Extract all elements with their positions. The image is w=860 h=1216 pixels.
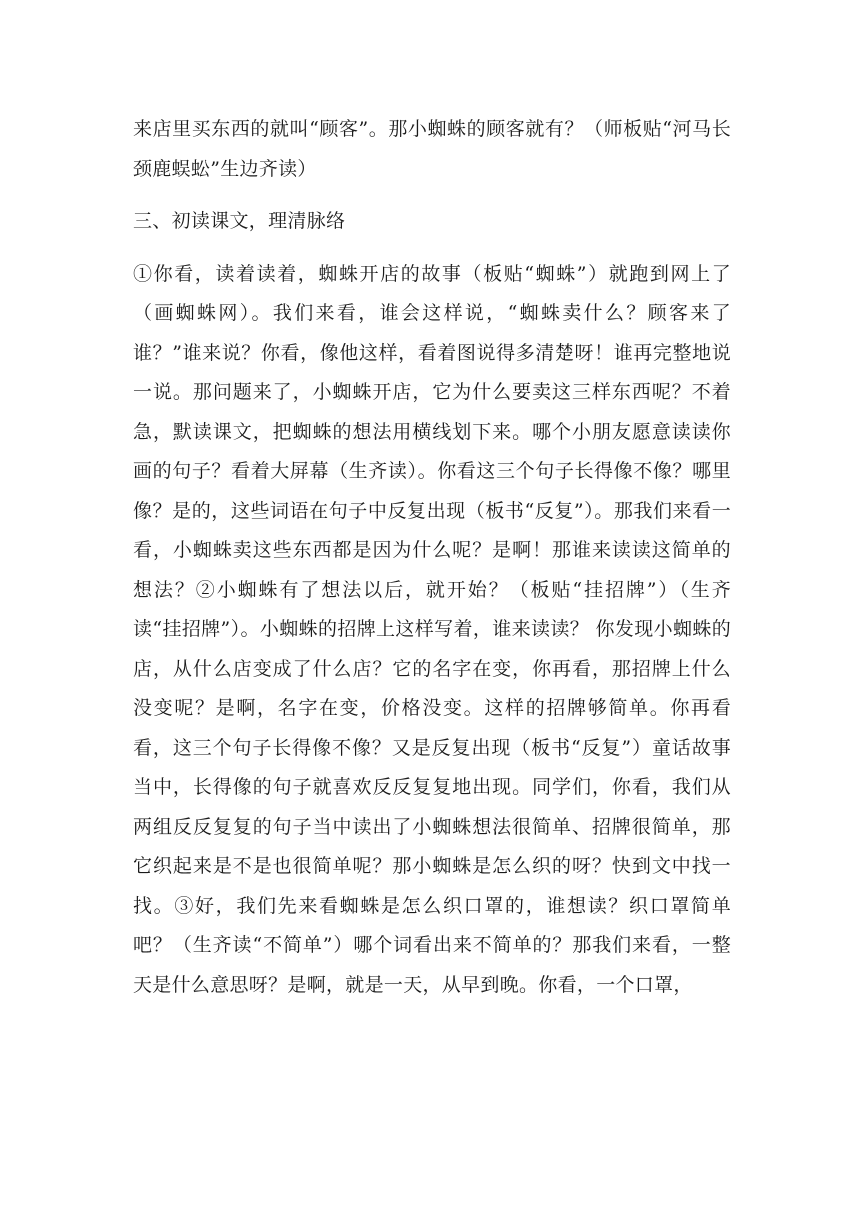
paragraph-main: ①你看，读着读着，蜘蛛开店的故事（板贴“蜘蛛”）就跑到网上了（画蜘蛛网）。我们来看，谁会这样说，“蜘蛛卖什么？顾客来了谁？”谁来说？你看，像他这样，看着图说得多清楚呀！谁再完整地说一说。那问题来了，小蜘蛛开店，它为什么要卖这三样东西呢？不着急，默读课文，把蜘蛛的想法用横线划下来。哪个小朋友愿意读读你画的句子？看着大屏幕（生齐读）。你看这三个句子长得像不像？哪里像？是的，这些词语在句子中反复出现（板书“反复”）。那我们来看一看，小蜘蛛卖这些东西都是因为什么呢？是啊！那谁来读读这简单的想法？②小蜘蛛有了想法以后，就开始？（板贴“挂招牌”）（生齐读“挂招牌”）。小蜘蛛的招牌上这样写着，谁来读读？ 你发现小蜘蛛的店，从什么店变成了什么店？它的名字在变，你再看，那招牌上什么没变呢？是啊，名字在变，价格没变。这样的招牌够简单。你再看看，这三个句子长得像不像？又是反复出现（板书“反复”）童话故事当中，长得像的句子就喜欢反反复复地出现。同学们，你看，我们从两组反反复复的句子当中读出了小蜘蛛想法很简单、招牌很简单，那它织起来是不是也很简单呢？那小蜘蛛是怎么织的呀？快到文中找一找。③好，我们先来看蜘蛛是怎么织口罩的，谁想读？织口罩简单吧？（生齐读“不简单”）哪个词看出来不简单的？那我们来看，一整天是什么意思呀？是啊，就是一天，从早到晚。你看，一个口罩， [133,262,731,996]
document-body [133,110,731,1005]
paragraph-intro: 来店里买东西的就叫“顾客”。那小蜘蛛的顾客就有？（师板贴“河马长颈鹿蜈蚣”生边齐读） [133,118,731,180]
section-heading: 三、初读课文，理清脉络 [133,210,346,232]
